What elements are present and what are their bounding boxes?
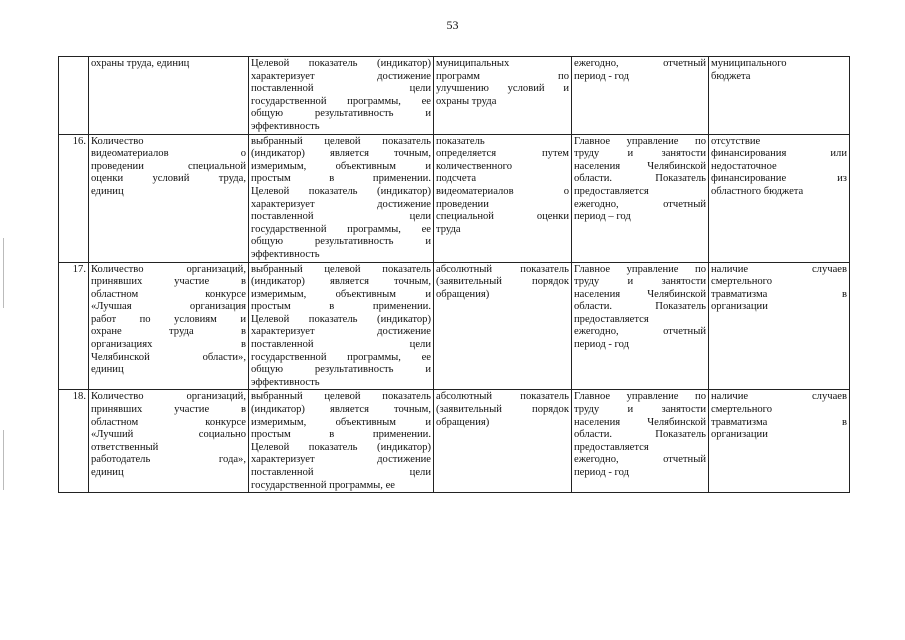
cell-text-line: характеризует достижение (251, 454, 431, 466)
cell-text-line: травматизма в (711, 288, 847, 300)
data-source-cell (572, 390, 709, 493)
cell-text-line: бюджета (711, 70, 751, 82)
cell-text-line: муниципальных (436, 58, 510, 69)
cell-text-line: видеоматериалов о (436, 185, 569, 197)
indicator-quality-cell (249, 134, 434, 262)
cell-text-line: простым в применении. (251, 301, 431, 313)
cell-text-line: Целевой показатель (индикатор) (251, 313, 431, 325)
cell-text-line: ежегодно, отчетный (574, 198, 706, 210)
table-row (59, 390, 850, 493)
risk-factors-cell (709, 262, 850, 390)
cell-text-line: ежегодно, отчетный (574, 454, 706, 466)
cell-text-line: поставленной цели (251, 211, 431, 223)
row-number-cell: 18. (59, 390, 89, 493)
cell-text-line: смертельного (711, 404, 773, 416)
cell-text-line: Главное управление по (574, 135, 706, 147)
cell-text-line: Челябинской области», (91, 351, 246, 363)
cell-text-line: работ по условиям и (91, 313, 246, 325)
cell-text-line: предоставляется (574, 441, 649, 453)
cell-text-line: период - год (574, 70, 630, 82)
cell-text-line: Целевой показатель (индикатор) (251, 58, 431, 69)
cell-text-line: проведении (436, 198, 489, 210)
cell-text-line: (индикатор) является точным, (251, 276, 431, 288)
calculation-method-cell (434, 134, 572, 262)
cell-text-line: областного бюджета (711, 185, 804, 197)
cell-text-line: охраны труда (436, 95, 497, 107)
data-source-cell (572, 57, 709, 135)
cell-text-line: выбранный целевой показатель (251, 391, 431, 403)
table-row (59, 57, 850, 135)
scan-edge-mark-top (3, 238, 4, 308)
cell-text-line: простым в применении. (251, 173, 431, 185)
cell-text-line: государственной программы, ее (251, 351, 431, 363)
cell-text-line: области. Показатель (574, 301, 706, 313)
cell-text-line: труду и занятости (574, 148, 706, 160)
data-source-cell (572, 262, 709, 390)
cell-text-line: областном конкурсе (91, 416, 246, 428)
cell-text-line: населения Челябинской (574, 160, 706, 172)
cell-text-line: труду и занятости (574, 276, 706, 288)
cell-text-line: финансирование из (711, 173, 847, 185)
cell-text-line: (заявительный порядок (436, 276, 569, 288)
cell-text-line: наличие случаев (711, 391, 847, 403)
cell-text-line: (индикатор) является точным, (251, 148, 431, 160)
cell-text-line: Целевой показатель (индикатор) (251, 185, 431, 197)
cell-text-line: период - год (574, 467, 630, 478)
row-number-cell (59, 57, 89, 135)
cell-text-line: характеризует достижение (251, 70, 431, 82)
cell-text-line: обращения) (436, 416, 490, 428)
cell-text-line: измеримым, объективным и (251, 416, 431, 428)
cell-text-line: финансирования или (711, 148, 847, 160)
indicator-name-cell (89, 262, 249, 390)
calculation-method-cell (434, 262, 572, 390)
cell-text-line: единиц (91, 364, 124, 376)
cell-text-line: общую результативность и (251, 364, 431, 376)
indicator-name-cell (89, 390, 249, 493)
cell-text-line: эффективность (251, 376, 320, 388)
cell-text-line: населения Челябинской (574, 288, 706, 300)
cell-text-line: охране труда в (91, 326, 246, 338)
cell-text-line: государственной программы, ее (251, 479, 395, 491)
cell-text-line: эффективность (251, 120, 320, 132)
cell-text-line: ежегодно, отчетный (574, 326, 706, 338)
cell-text-line: организации (711, 301, 768, 313)
cell-text-line: поставленной цели (251, 467, 431, 478)
cell-text-line: проведении специальной (91, 160, 246, 172)
cell-text-line: областном конкурсе (91, 288, 246, 300)
indicator-quality-cell (249, 57, 434, 135)
cell-text-line: принявших участие в (91, 404, 246, 416)
cell-text-line: общую результативность и (251, 236, 431, 248)
cell-text-line: Целевой показатель (индикатор) (251, 441, 431, 453)
cell-text-line: измеримым, объективным и (251, 160, 431, 172)
row-number-cell: 17. (59, 262, 89, 390)
cell-text-line: смертельного (711, 276, 773, 288)
cell-text-line: «Лучшая организация (91, 301, 246, 313)
cell-text-line: населения Челябинской (574, 416, 706, 428)
calculation-method-cell (434, 57, 572, 135)
cell-text-line: муниципального (711, 58, 787, 69)
cell-text-line: предоставляется (574, 185, 649, 197)
cell-text-line: показатель (436, 135, 485, 147)
cell-text-line: эффективность (251, 248, 320, 260)
cell-text-line: специальной оценки (436, 211, 569, 223)
cell-text-line: отсутствие (711, 135, 761, 147)
risk-factors-cell (709, 134, 850, 262)
cell-text-line: принявших участие в (91, 276, 246, 288)
cell-text-line: поставленной цели (251, 339, 431, 351)
cell-text-line: абсолютный показатель (436, 263, 569, 275)
cell-text-line: травматизма в (711, 416, 847, 428)
cell-text-line: единиц (91, 467, 124, 478)
indicator-name-cell (89, 134, 249, 262)
cell-text-line: организации (711, 429, 768, 441)
cell-text-line: ответственный (91, 441, 159, 453)
cell-text-line: оценки условий труда, (91, 173, 246, 185)
cell-text-line: (заявительный порядок (436, 404, 569, 416)
indicators-table (58, 56, 850, 493)
cell-text-line: характеризует достижение (251, 326, 431, 338)
cell-text-line: определяется путем (436, 148, 569, 160)
cell-text-line: «Лучший социально (91, 429, 246, 441)
cell-text-line: Главное управление по (574, 391, 706, 403)
cell-text-line: Главное управление по (574, 263, 706, 275)
cell-text-line: труда (436, 223, 461, 235)
cell-text-line: подсчета (436, 173, 477, 185)
indicator-quality-cell (249, 262, 434, 390)
cell-text-line: программ по (436, 70, 569, 82)
cell-text-line: области. Показатель (574, 429, 706, 441)
cell-text-line: Количество организаций, (91, 263, 246, 275)
cell-text-line: простым в применении. (251, 429, 431, 441)
cell-text-line: период – год (574, 211, 631, 223)
cell-text-line: наличие случаев (711, 263, 847, 275)
cell-text-line: государственной программы, ее (251, 223, 431, 235)
cell-text-line: предоставляется (574, 313, 649, 325)
table-row (59, 134, 850, 262)
row-number-cell: 16. (59, 134, 89, 262)
data-source-cell (572, 134, 709, 262)
calculation-method-cell (434, 390, 572, 493)
cell-text-line: охраны труда, единиц (91, 58, 190, 69)
cell-text-line: организациях в (91, 339, 246, 351)
cell-text-line: (индикатор) является точным, (251, 404, 431, 416)
cell-text-line: улучшению условий и (436, 83, 569, 95)
cell-text-line: Количество (91, 135, 144, 147)
table-row (59, 262, 850, 390)
risk-factors-cell (709, 390, 850, 493)
page-number: 53 (446, 18, 459, 32)
cell-text-line: единиц (91, 185, 124, 197)
indicator-quality-cell (249, 390, 434, 493)
cell-text-line: видеоматериалов о (91, 148, 246, 160)
cell-text-line: государственной программы, ее (251, 95, 431, 107)
cell-text-line: выбранный целевой показатель (251, 135, 431, 147)
cell-text-line: характеризует достижение (251, 198, 431, 210)
cell-text-line: труду и занятости (574, 404, 706, 416)
cell-text-line: поставленной цели (251, 83, 431, 95)
cell-text-line: ежегодно, отчетный (574, 58, 706, 69)
scan-edge-mark-bottom (3, 430, 4, 490)
cell-text-line: Количество организаций, (91, 391, 246, 403)
indicator-name-cell (89, 57, 249, 135)
cell-text-line: выбранный целевой показатель (251, 263, 431, 275)
cell-text-line: общую результативность и (251, 108, 431, 120)
cell-text-line: количественного (436, 160, 513, 172)
cell-text-line: области. Показатель (574, 173, 706, 185)
cell-text-line: работодатель года», (91, 454, 246, 466)
cell-text-line: обращения) (436, 288, 490, 300)
risk-factors-cell (709, 57, 850, 135)
cell-text-line: измеримым, объективным и (251, 288, 431, 300)
cell-text-line: абсолютный показатель (436, 391, 569, 403)
cell-text-line: недостаточное (711, 160, 777, 172)
cell-text-line: период - год (574, 339, 630, 351)
table-body (59, 57, 850, 493)
